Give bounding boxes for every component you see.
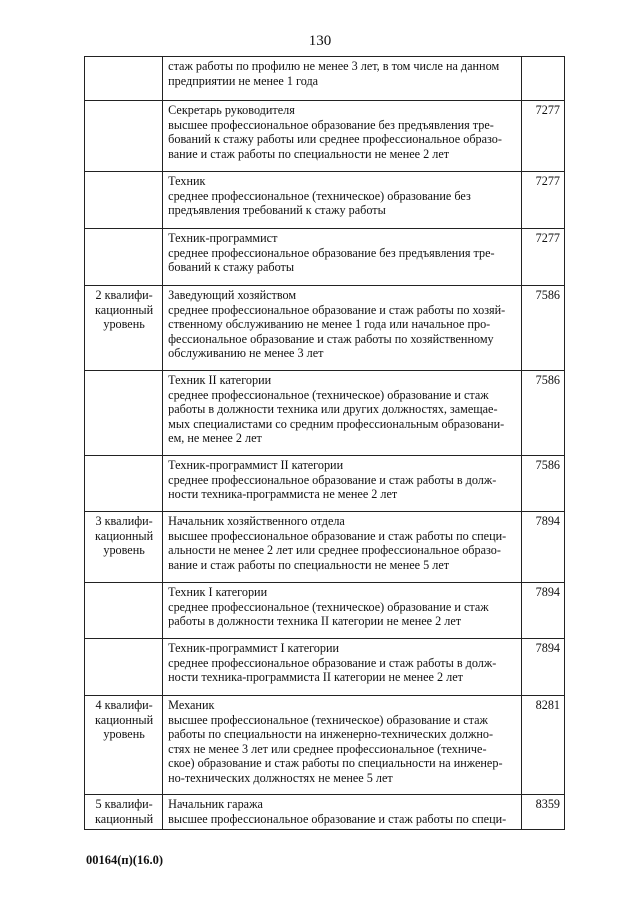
salary-cell: 7894	[521, 512, 564, 583]
qualification-level-text: кационный	[95, 811, 154, 826]
qualification-level-text: уровень	[103, 543, 145, 557]
qualification-level-cell	[85, 639, 163, 696]
position-title: Техник I категории	[168, 585, 268, 599]
requirement-text: ственному обслуживанию не менее 1 года или начальное про-	[168, 317, 491, 331]
requirement-text: высшее профессиональное (техническое) образование и стаж	[168, 712, 488, 727]
table-body	[85, 57, 565, 830]
table-row	[85, 795, 565, 830]
requirement-text: бований к стажу работы или среднее профессиональное образо-	[168, 132, 502, 146]
requirement-text: среднее профессиональное образование без предъявления тре-	[168, 245, 495, 260]
qualification-level-text: кационный	[95, 712, 154, 727]
position-title: Секретарь руководителя	[168, 103, 295, 117]
qualification-level-cell	[85, 229, 163, 286]
position-description-cell	[163, 512, 522, 583]
requirement-text: среднее профессиональное (техническое) образование без	[168, 188, 471, 203]
requirement-text: мых специалистами со средним профессиональным образовани-	[168, 416, 505, 431]
requirement-text: работы в должности техника II категории не менее 2 лет	[168, 614, 462, 628]
requirement-text: бований к стажу работы	[168, 260, 295, 274]
position-title: Начальник хозяйственного отдела	[168, 514, 345, 528]
salary-cell: 7894	[521, 639, 564, 696]
requirement-text: альности не менее 2 лет или среднее профессиональное образо-	[168, 543, 501, 557]
table-row	[85, 229, 565, 286]
position-title: Начальник гаража	[168, 797, 263, 811]
position-title: Механик	[168, 698, 215, 712]
qualification-level-cell	[85, 57, 163, 101]
position-title: Техник-программист II категории	[168, 458, 344, 472]
salary-cell: 7277	[521, 101, 564, 172]
page-number: 130	[308, 33, 332, 49]
position-description-cell	[163, 172, 522, 229]
table-row	[85, 57, 565, 101]
position-title: Техник	[168, 174, 206, 188]
requirement-text: ское) образование и стаж работы по специальности на инженер-	[168, 756, 503, 770]
salary-cell: 7894	[521, 583, 564, 639]
qualification-level-cell	[85, 456, 163, 512]
qualification-level-cell	[85, 512, 163, 583]
footer-code: 00164(п)(16.0)	[86, 853, 163, 867]
position-title: Техник II категории	[168, 373, 272, 387]
position-title: Техник-программист I категории	[168, 641, 340, 655]
table-row	[85, 512, 565, 583]
table-row	[85, 696, 565, 795]
requirement-text: высшее профессиональное образование без предъявления тре-	[168, 117, 494, 132]
requirement-text: работы в должности техника или других должностях, замещае-	[168, 402, 498, 416]
qualification-level-cell	[85, 101, 163, 172]
requirement-text: среднее профессиональное (техническое) образование и стаж	[168, 599, 489, 614]
qualification-level-cell	[85, 172, 163, 229]
requirement-text: высшее профессиональное образование и стаж работы по специ-	[168, 528, 507, 543]
position-description-cell	[163, 101, 522, 172]
position-description-cell	[163, 639, 522, 696]
requirement-text: предъявления требований к стажу работы	[168, 203, 386, 217]
position-description-cell	[163, 57, 522, 101]
qualification-level-text: уровень	[103, 317, 145, 331]
table-row	[85, 639, 565, 696]
requirement-text: среднее профессиональное образование и стаж работы в долж-	[168, 472, 497, 487]
position-description-cell	[163, 795, 522, 830]
qualification-level-text: 5 квалифи-	[95, 797, 153, 811]
requirement-text: стях не менее 3 лет или среднее профессиональное (техниче-	[168, 741, 487, 756]
table-row	[85, 172, 565, 229]
requirement-text: вание и стаж работы по специальности не менее 5 лет	[168, 557, 450, 572]
position-description-cell	[163, 583, 522, 639]
position-description-cell	[163, 229, 522, 286]
requirement-text: ности техника-программиста не менее 2 лет	[168, 487, 398, 501]
salary-cell: 7586	[521, 286, 564, 371]
requirement-text: стаж работы по профилю не менее 3 лет, в том числе на данном	[168, 59, 500, 73]
position-description-cell	[163, 696, 522, 795]
salary-cell: 8359	[521, 795, 564, 830]
table-row	[85, 101, 565, 172]
position-description-cell	[163, 286, 522, 371]
qualification-level-text: 2 квалифи-	[95, 288, 153, 302]
table-row	[85, 371, 565, 456]
requirement-text: ем, не менее 2 лет	[168, 431, 262, 445]
position-title: Техник-программист	[168, 231, 278, 245]
qualification-level-cell	[85, 583, 163, 639]
position-description-cell	[163, 456, 522, 512]
qualification-level-text: 4 квалифи-	[95, 698, 153, 712]
qualification-level-text: кационный	[95, 528, 154, 543]
requirement-text: ности техника-программиста II категории не менее 2 лет	[168, 670, 463, 684]
qualification-level-text: кационный	[95, 302, 154, 317]
table-row	[85, 456, 565, 512]
salary-cell: 7277	[521, 172, 564, 229]
qualification-level-cell	[85, 795, 163, 830]
qualification-level-cell	[85, 696, 163, 795]
requirement-text: среднее профессиональное образование и стаж работы по хозяй-	[168, 302, 506, 317]
qualification-level-cell	[85, 286, 163, 371]
requirement-text: работы по специальности на инженерно-технических должно-	[168, 727, 494, 741]
table-row	[85, 286, 565, 371]
position-description-cell	[163, 371, 522, 456]
table-row	[85, 583, 565, 639]
qualification-table	[84, 56, 565, 830]
requirement-text: высшее профессиональное образование и стаж работы по специ-	[168, 811, 507, 826]
requirement-text: но-технических должностях не менее 5 лет	[168, 770, 393, 785]
qualification-level-text: уровень	[103, 727, 145, 741]
requirement-text: фессиональное образование и стаж работы по хозяйственному	[168, 331, 494, 346]
salary-cell: 7277	[521, 229, 564, 286]
salary-cell: 8281	[521, 696, 564, 795]
qualification-level-text: 3 квалифи-	[95, 514, 153, 528]
salary-cell: 7586	[521, 456, 564, 512]
requirement-text: обслуживанию не менее 3 лет	[168, 346, 324, 360]
requirement-text: вание и стаж работы по специальности не менее 2 лет	[168, 146, 450, 161]
salary-cell: 7586	[521, 371, 564, 456]
qualification-level-cell	[85, 371, 163, 456]
salary-cell	[521, 57, 564, 101]
position-title: Заведующий хозяйством	[168, 288, 297, 302]
requirement-text: среднее профессиональное образование и стаж работы в долж-	[168, 655, 497, 670]
requirement-text: среднее профессиональное (техническое) образование и стаж	[168, 387, 489, 402]
requirement-text: предприятии не менее 1 года	[168, 73, 319, 88]
